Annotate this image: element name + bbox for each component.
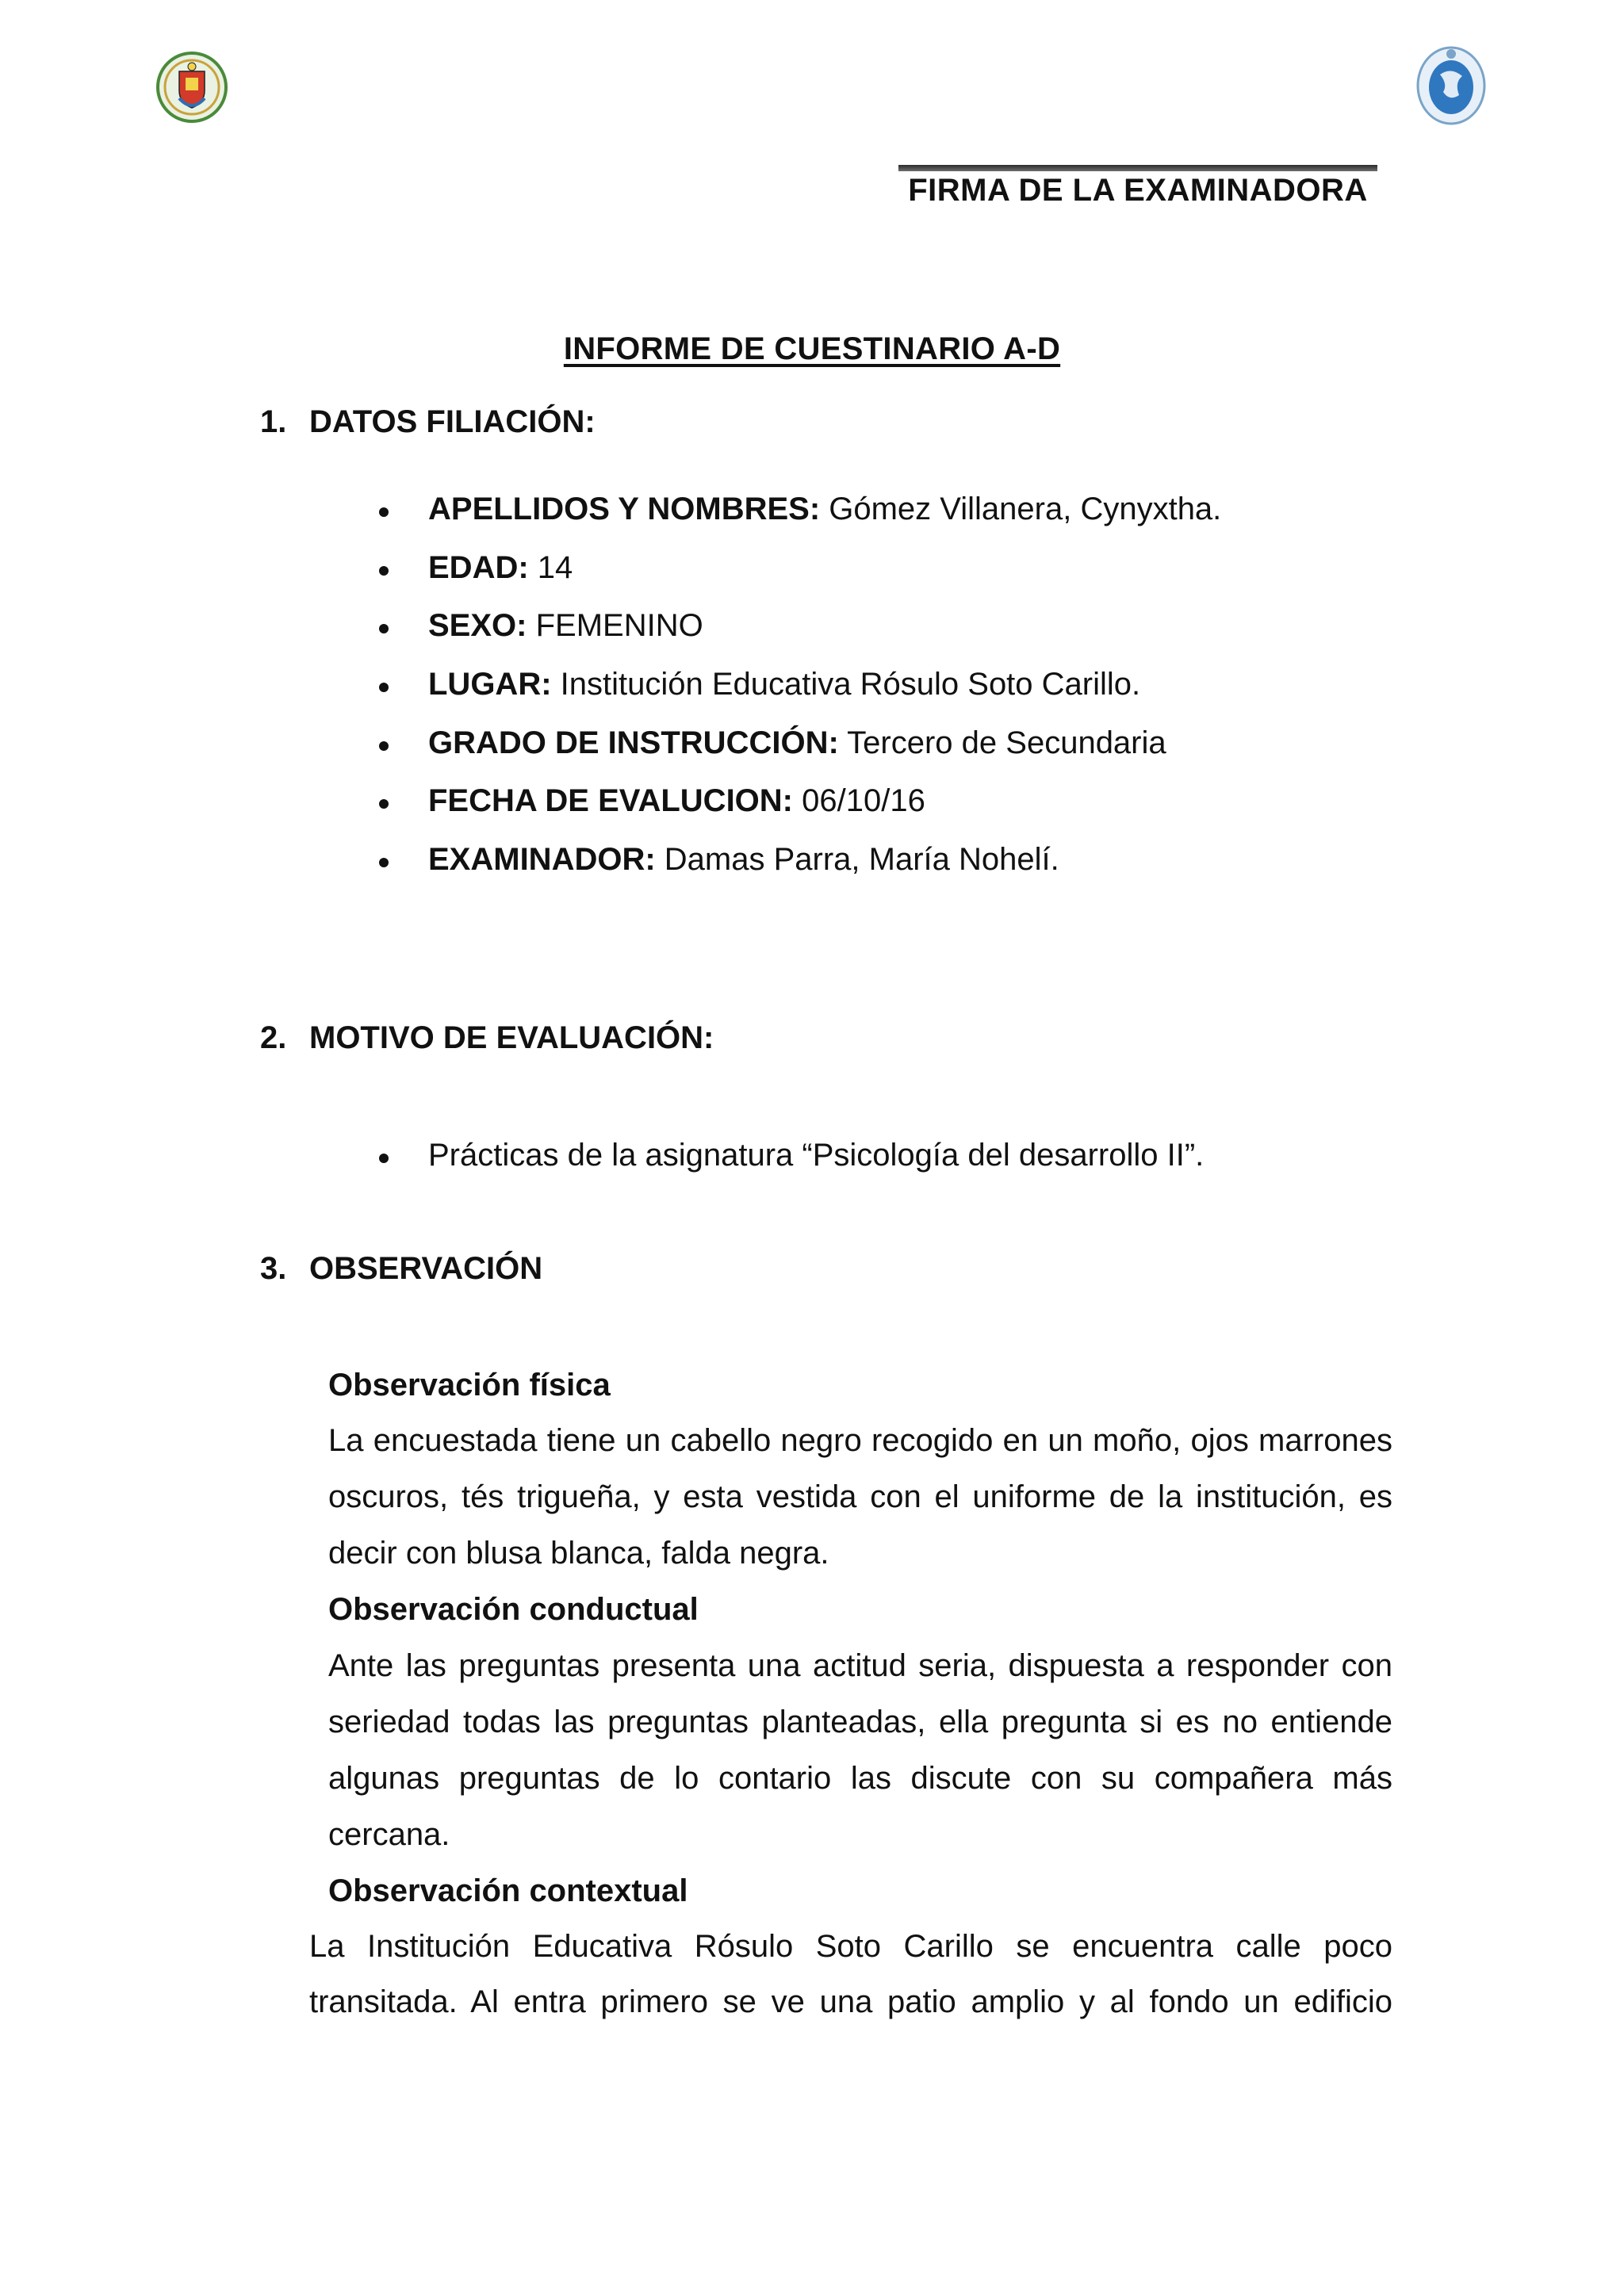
field-value: Institución Educativa Rósulo Soto Carillo. — [551, 667, 1141, 702]
section-number: 2. — [260, 1020, 287, 1055]
section-2-heading — [260, 1020, 714, 1056]
section-title: DATOS FILIACIÓN: — [309, 404, 596, 439]
bullet-icon — [379, 507, 389, 517]
contextual-observation-line: La Institución Educativa Rósulo Soto Carillo se encuentra calle poco — [309, 1929, 1392, 1964]
bullet-icon — [379, 741, 389, 751]
school-seal-logo — [155, 49, 228, 125]
field-value: 06/10/16 — [793, 783, 925, 818]
section-number: 1. — [260, 404, 287, 439]
field-value: Tercero de Secundaria — [838, 725, 1166, 760]
section-1-heading — [260, 404, 596, 440]
field-value: FEMENINO — [527, 608, 703, 643]
bullet-icon — [379, 858, 389, 867]
field-label: GRADO DE INSTRUCCIÓN: — [428, 725, 839, 760]
field-label: FECHA DE EVALUCION: — [428, 783, 793, 818]
field-value: Damas Parra, María Nohelí. — [655, 842, 1059, 877]
field-label: EDAD: — [428, 550, 529, 585]
contextual-observation-line: transitada. Al entra primero se ve una patio amplio y al fondo un edificio — [309, 1984, 1392, 2019]
university-logo — [1413, 43, 1489, 128]
section-number: 3. — [260, 1251, 287, 1286]
behavioral-observation-text: Ante las preguntas presenta una actitud seria, dispuesta a responder con seriedad todas las preguntas planteadas, ella pregunta si es no entiende algunas preguntas de lo contario las discute con su compañera más cercana. — [328, 1648, 1392, 1852]
behavioral-observation-heading: Observación conductual — [328, 1592, 699, 1627]
bullet-icon — [379, 683, 389, 692]
signature-line — [898, 165, 1377, 171]
bullet-icon — [379, 799, 389, 809]
field-value: 14 — [528, 550, 573, 585]
field-label: LUGAR: — [428, 667, 552, 702]
contextual-observation-heading: Observación contextual — [328, 1873, 688, 1908]
signature-label: FIRMA DE LA EXAMINADORA — [908, 173, 1368, 208]
section-title: OBSERVACIÓN — [309, 1251, 543, 1286]
field-label: APELLIDOS Y NOMBRES: — [428, 492, 821, 526]
list-item-text: Prácticas de la asignatura “Psicología del desarrollo II”. — [428, 1138, 1205, 1173]
physical-observation-text: La encuestada tiene un cabello negro recogido en un moño, ojos marrones oscuros, tés trigueña, y esta vestida con el uniforme de la institución, es decir con blusa blanca, falda negra. — [328, 1423, 1392, 1571]
document-title: INFORME DE CUESTINARIO A-D — [563, 331, 1061, 366]
bullet-icon — [379, 566, 389, 576]
field-value: Gómez Villanera, Cynyxtha. — [820, 492, 1222, 526]
field-label: EXAMINADOR: — [428, 842, 656, 877]
section-3-heading — [260, 1251, 542, 1287]
section-title: MOTIVO DE EVALUACIÓN: — [309, 1020, 714, 1055]
physical-observation-heading: Observación física — [328, 1368, 611, 1402]
bullet-icon — [379, 624, 389, 633]
bullet-icon — [379, 1154, 389, 1163]
field-label: SEXO: — [428, 608, 527, 643]
